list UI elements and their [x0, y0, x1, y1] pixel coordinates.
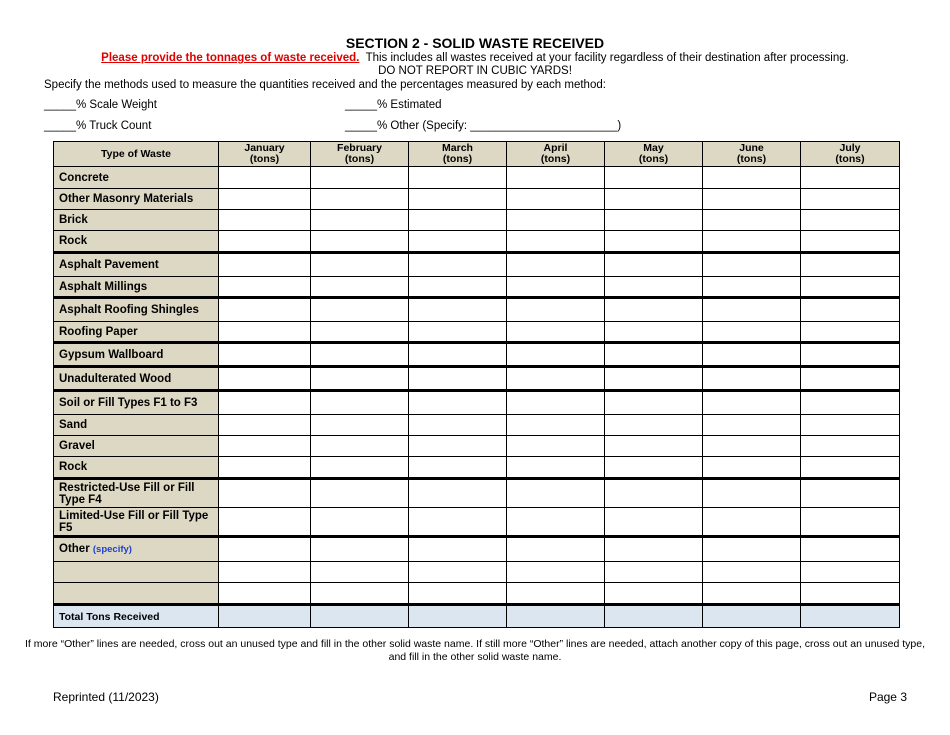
tonnage-cell[interactable]: [605, 537, 703, 562]
tonnage-cell[interactable]: [219, 231, 311, 253]
tonnage-cell[interactable]: [219, 367, 311, 391]
waste-type-label: Asphalt Pavement: [54, 253, 219, 277]
tonnage-cell[interactable]: [605, 322, 703, 343]
tonnage-cell[interactable]: [311, 415, 409, 436]
tonnage-cell[interactable]: [801, 415, 900, 436]
tonnage-cell[interactable]: [703, 436, 801, 457]
waste-type-label: Sand: [54, 415, 219, 436]
no-cubic-yards-note: DO NOT REPORT IN CUBIC YARDS!: [378, 65, 572, 77]
table-row: [54, 210, 900, 231]
total-row: [54, 605, 900, 628]
tonnage-cell[interactable]: [605, 562, 703, 583]
tonnage-cell[interactable]: [801, 210, 900, 231]
tonnage-cell[interactable]: [605, 298, 703, 322]
truck-count-field[interactable]: _____% Truck Count: [44, 120, 152, 132]
tonnage-cell[interactable]: [409, 457, 507, 479]
waste-type-label: Restricted-Use Fill or Fill Type F4: [54, 479, 219, 508]
tonnage-cell[interactable]: [507, 253, 605, 277]
tonnage-cell[interactable]: [409, 298, 507, 322]
month-header: July (tons): [801, 142, 900, 167]
table-row: [54, 562, 900, 583]
tonnage-cell[interactable]: [507, 210, 605, 231]
table-row: [54, 436, 900, 457]
tonnage-cell[interactable]: [311, 231, 409, 253]
month-header: June (tons): [703, 142, 801, 167]
tonnage-cell[interactable]: [507, 508, 605, 537]
waste-type-label: Asphalt Millings: [54, 277, 219, 298]
waste-type-label: Soil or Fill Types F1 to F3: [54, 391, 219, 415]
tonnage-cell[interactable]: [605, 343, 703, 367]
tonnage-cell[interactable]: [507, 415, 605, 436]
tonnage-cell[interactable]: [219, 562, 311, 583]
waste-table: [53, 141, 900, 628]
tonnage-cell[interactable]: [801, 537, 900, 562]
section-title: SECTION 2 - SOLID WASTE RECEIVED: [345, 35, 605, 51]
type-of-waste-header: Type of Waste: [54, 142, 219, 167]
month-header: March (tons): [409, 142, 507, 167]
tonnage-cell[interactable]: [219, 508, 311, 537]
other-lines-note: If more “Other” lines are needed, cross out an unused type and fill in the other solid waste name. If still more “Other” lines are needed, attach another copy of this page, cross out an unused type, and fill in the other solid waste name.: [25, 638, 925, 663]
tonnage-cell[interactable]: [219, 210, 311, 231]
tonnage-cell[interactable]: [507, 298, 605, 322]
tonnage-cell[interactable]: [507, 189, 605, 210]
tonnage-warning: Please provide the tonnages of waste received.: [101, 52, 360, 64]
tonnage-cell[interactable]: [219, 391, 311, 415]
tonnage-cell[interactable]: [507, 367, 605, 391]
tonnage-cell[interactable]: [703, 457, 801, 479]
tonnage-cell[interactable]: [311, 457, 409, 479]
intro-description: This includes all wastes received at your facility regardless of their destination after processing.: [365, 52, 849, 64]
waste-type-label: Gypsum Wallboard: [54, 343, 219, 367]
tonnage-cell[interactable]: [605, 167, 703, 189]
table-row: [54, 457, 900, 479]
specify-methods-text: Specify the methods used to measure the quantities received and the percentages measured by each method:: [44, 79, 606, 91]
tonnage-cell[interactable]: [605, 253, 703, 277]
tonnage-cell[interactable]: [507, 277, 605, 298]
tonnage-cell[interactable]: [409, 277, 507, 298]
tonnage-cell[interactable]: [219, 537, 311, 562]
month-header: April (tons): [507, 142, 605, 167]
waste-type-label: Roofing Paper: [54, 322, 219, 343]
specify-hint: (specify): [92, 544, 132, 555]
table-row: [54, 537, 900, 562]
tonnage-cell[interactable]: [801, 343, 900, 367]
waste-type-label: Limited-Use Fill or Fill Type F5: [54, 508, 219, 537]
total-cell[interactable]: [703, 605, 801, 628]
month-header: May (tons): [605, 142, 703, 167]
tonnage-cell[interactable]: [409, 537, 507, 562]
tonnage-cell[interactable]: [219, 298, 311, 322]
tonnage-cell[interactable]: [703, 253, 801, 277]
tonnage-cell[interactable]: [409, 562, 507, 583]
tonnage-cell[interactable]: [409, 231, 507, 253]
total-cell[interactable]: [801, 605, 900, 628]
tonnage-cell[interactable]: [801, 322, 900, 343]
tonnage-cell[interactable]: [219, 479, 311, 508]
intro-text: [0, 52, 950, 78]
tonnage-cell[interactable]: [409, 479, 507, 508]
tonnage-cell[interactable]: [801, 253, 900, 277]
table-row: [54, 367, 900, 391]
tonnage-cell[interactable]: [219, 167, 311, 189]
tonnage-cell[interactable]: [801, 189, 900, 210]
tonnage-cell[interactable]: [801, 562, 900, 583]
tonnage-cell[interactable]: [703, 583, 801, 605]
tonnage-cell[interactable]: [703, 391, 801, 415]
tonnage-cell[interactable]: [409, 343, 507, 367]
tonnage-cell[interactable]: [507, 322, 605, 343]
tonnage-cell[interactable]: [605, 583, 703, 605]
tonnage-cell[interactable]: [311, 167, 409, 189]
tonnage-cell[interactable]: [507, 562, 605, 583]
tonnage-cell[interactable]: [605, 210, 703, 231]
tonnage-cell[interactable]: [409, 391, 507, 415]
tonnage-cell[interactable]: [605, 479, 703, 508]
tonnage-cell[interactable]: [311, 277, 409, 298]
tonnage-cell[interactable]: [605, 277, 703, 298]
tonnage-cell[interactable]: [409, 583, 507, 605]
table-row: [54, 391, 900, 415]
tonnage-cell[interactable]: [507, 167, 605, 189]
tonnage-cell[interactable]: [801, 479, 900, 508]
waste-type-label: Rock: [54, 231, 219, 253]
estimated-field[interactable]: _____% Estimated: [345, 99, 442, 111]
tonnage-cell[interactable]: [311, 537, 409, 562]
tonnage-cell[interactable]: [409, 415, 507, 436]
tonnage-cell[interactable]: [801, 391, 900, 415]
table-row: [54, 231, 900, 253]
tonnage-cell[interactable]: [703, 322, 801, 343]
other-method-field[interactable]: _____% Other (Specify: _______________________): [345, 120, 622, 132]
table-row: [54, 583, 900, 605]
tonnage-cell[interactable]: [219, 436, 311, 457]
tonnage-cell[interactable]: [311, 343, 409, 367]
waste-type-label: Asphalt Roofing Shingles: [54, 298, 219, 322]
tonnage-cell[interactable]: [801, 367, 900, 391]
scale-weight-field[interactable]: _____% Scale Weight: [44, 99, 157, 111]
table-row: [54, 277, 900, 298]
waste-type-label: Unadulterated Wood: [54, 367, 219, 391]
tonnage-cell[interactable]: [219, 583, 311, 605]
tonnage-cell[interactable]: [703, 277, 801, 298]
tonnage-cell[interactable]: [219, 415, 311, 436]
waste-type-label: Gravel: [54, 436, 219, 457]
total-cell[interactable]: [507, 605, 605, 628]
tonnage-cell[interactable]: [801, 277, 900, 298]
tonnage-cell[interactable]: [311, 562, 409, 583]
tonnage-cell[interactable]: [311, 322, 409, 343]
total-cell[interactable]: [311, 605, 409, 628]
tonnage-cell[interactable]: [311, 436, 409, 457]
month-header: January (tons): [219, 142, 311, 167]
tonnage-cell[interactable]: [703, 367, 801, 391]
tonnage-cell[interactable]: [605, 436, 703, 457]
tonnage-cell[interactable]: [311, 479, 409, 508]
tonnage-cell[interactable]: [219, 322, 311, 343]
tonnage-cell[interactable]: [605, 367, 703, 391]
table-row: [54, 167, 900, 189]
tonnage-cell[interactable]: [801, 298, 900, 322]
tonnage-cell[interactable]: [801, 436, 900, 457]
tonnage-cell[interactable]: [507, 479, 605, 508]
table-header-row: [54, 142, 900, 167]
tonnage-cell[interactable]: [219, 457, 311, 479]
tonnage-cell[interactable]: [703, 167, 801, 189]
tonnage-cell[interactable]: [801, 508, 900, 537]
tonnage-cell[interactable]: [703, 537, 801, 562]
waste-type-label: Rock: [54, 457, 219, 479]
tonnage-cell[interactable]: [507, 537, 605, 562]
tonnage-cell[interactable]: [311, 508, 409, 537]
table-row: [54, 189, 900, 210]
tonnage-cell[interactable]: [409, 253, 507, 277]
tonnage-cell[interactable]: [507, 343, 605, 367]
tonnage-cell[interactable]: [311, 210, 409, 231]
table-row: [54, 253, 900, 277]
tonnage-cell[interactable]: [801, 167, 900, 189]
tonnage-cell[interactable]: [507, 436, 605, 457]
tonnage-cell[interactable]: [605, 415, 703, 436]
page-number: Page 3: [868, 690, 907, 704]
tonnage-cell[interactable]: [409, 508, 507, 537]
tonnage-cell[interactable]: [219, 253, 311, 277]
total-cell[interactable]: [605, 605, 703, 628]
total-cell[interactable]: [219, 605, 311, 628]
tonnage-cell[interactable]: [801, 457, 900, 479]
table-row: [54, 415, 900, 436]
tonnage-cell[interactable]: [703, 479, 801, 508]
tonnage-cell[interactable]: [703, 298, 801, 322]
tonnage-cell[interactable]: [703, 343, 801, 367]
tonnage-cell[interactable]: [311, 298, 409, 322]
table-row: [54, 298, 900, 322]
tonnage-cell[interactable]: [311, 189, 409, 210]
tonnage-cell[interactable]: [507, 231, 605, 253]
waste-type-label: [54, 583, 219, 605]
tonnage-cell[interactable]: [605, 231, 703, 253]
tonnage-cell[interactable]: [219, 277, 311, 298]
tonnage-cell[interactable]: [605, 508, 703, 537]
tonnage-cell[interactable]: [311, 391, 409, 415]
waste-type-label: [54, 562, 219, 583]
tonnage-cell[interactable]: [507, 391, 605, 415]
tonnage-cell[interactable]: [409, 189, 507, 210]
tonnage-cell[interactable]: [409, 167, 507, 189]
tonnage-cell[interactable]: [219, 189, 311, 210]
tonnage-cell[interactable]: [703, 508, 801, 537]
tonnage-cell[interactable]: [703, 231, 801, 253]
tonnage-cell[interactable]: [409, 210, 507, 231]
tonnage-cell[interactable]: [703, 189, 801, 210]
table-row: [54, 479, 900, 508]
tonnage-cell[interactable]: [219, 343, 311, 367]
total-label: Total Tons Received: [54, 605, 219, 628]
tonnage-cell[interactable]: [311, 253, 409, 277]
tonnage-cell[interactable]: [605, 189, 703, 210]
tonnage-cell[interactable]: [507, 583, 605, 605]
table-row: [54, 322, 900, 343]
waste-type-label: Other (specify): [54, 537, 219, 562]
table-row: [54, 343, 900, 367]
table-row: [54, 508, 900, 537]
waste-type-label: Brick: [54, 210, 219, 231]
tonnage-cell[interactable]: [409, 322, 507, 343]
tonnage-cell[interactable]: [703, 210, 801, 231]
tonnage-cell[interactable]: [703, 562, 801, 583]
tonnage-cell[interactable]: [311, 367, 409, 391]
tonnage-cell[interactable]: [409, 367, 507, 391]
tonnage-cell[interactable]: [605, 457, 703, 479]
tonnage-cell[interactable]: [801, 583, 900, 605]
total-cell[interactable]: [409, 605, 507, 628]
tonnage-cell[interactable]: [311, 583, 409, 605]
tonnage-cell[interactable]: [605, 391, 703, 415]
waste-type-label: Concrete: [54, 167, 219, 189]
tonnage-cell[interactable]: [703, 415, 801, 436]
month-header: February (tons): [311, 142, 409, 167]
tonnage-cell[interactable]: [507, 457, 605, 479]
reprinted-date: Reprinted (11/2023): [53, 690, 159, 704]
tonnage-cell[interactable]: [409, 436, 507, 457]
tonnage-cell[interactable]: [801, 231, 900, 253]
waste-type-label: Other Masonry Materials: [54, 189, 219, 210]
